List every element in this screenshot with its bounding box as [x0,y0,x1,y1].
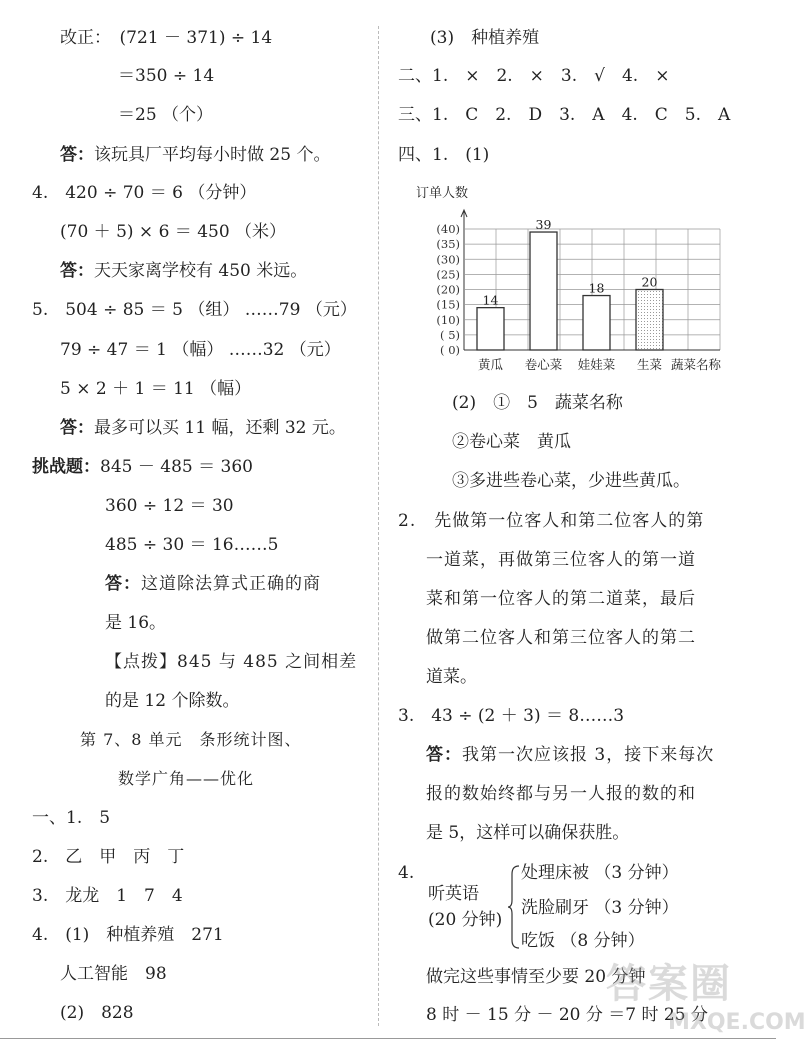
corrected-equation: 改正： (721 － 371) ÷ 14 [60,28,273,48]
chart-bar [583,296,610,350]
answer-text: 该玩具厂平均每小时做 25 个。 [94,145,331,165]
hint-text: 的是 12 个除数。 [105,691,240,711]
chart-y-tick-label: ( 0) [440,343,460,357]
answer-label: 答： [60,418,94,438]
bottom-rule [0,1038,776,1039]
answer-text: 这道除法算式正确的商 [141,574,321,594]
chart-y-tick-label: (25) [436,267,460,282]
chart-data-label: 14 [482,292,499,308]
chart-x-axis-label: 蔬菜名称 [670,357,722,372]
answer-label: 答： [105,574,141,594]
section-three: 三、1. C 2. D 3. A 4. C 5. A [398,105,731,125]
problem-2: 2. 先做第一位客人和第二位客人的第 [398,511,705,531]
problem-2-text: 道菜。 [426,667,477,687]
bar-chart [398,183,734,373]
schedule-main-duration: (20 分钟) [428,910,503,930]
problem-2-text: 菜和第一位客人的第二道菜，最后 [426,589,696,609]
problem-2-text: 一道菜，再做第三位客人的第一道 [426,550,696,570]
column-divider [378,26,379,1026]
chart-bar [477,308,504,350]
watermark-url: MXQE.COM [668,1010,806,1035]
chart-bars [477,217,721,372]
answer-part-2-item: ③多进些卷心菜，少进些黄瓜。 [452,471,690,491]
equation-step: 79 ÷ 47 ＝ 1 （幅） ……32 （元） [60,340,341,360]
answer-text: 报的数始终都与另一人报的数的和 [426,784,696,804]
answer-label: 答： [60,145,94,165]
equation-step: 5 × 2 ＋ 1 ＝ 11 （幅） [60,379,252,399]
problem-4-equation: 8 时 － 15 分 － 20 分 ＝7 时 25 分 [426,1005,708,1025]
answer-part-2-item: ②卷心菜 黄瓜 [452,432,571,452]
question-2: 2. 乙 甲 丙 丁 [32,847,185,867]
answer-text: 我第一次应该报 3，接下来每次 [462,745,715,765]
chart-y-tick-label: (30) [436,252,460,267]
chart-x-tick-label: 黄瓜 [477,357,504,372]
problem-4-number: 4. [398,863,415,883]
hint-text: 【点拨】845 与 485 之间相差 [105,652,358,672]
schedule-main-task: 听英语 [428,884,479,904]
chart-bar [530,232,557,350]
answer-label: 答： [60,261,94,281]
problem-4: 4. 420 ÷ 70 ＝ 6 （分钟） [32,183,257,203]
brace-icon [507,864,521,950]
answer-part-3: (3) 种植养殖 [430,28,540,48]
chart-y-tick-label: (20) [436,282,460,297]
chart-data-label: 39 [535,217,552,233]
problem-2-text: 做第二位客人和第三位客人的第二 [426,628,696,648]
chart-x-tick-label: 卷心菜 [524,357,563,372]
chart-data-label: 18 [588,280,605,296]
equation-step: (70 ＋ 5) × 6 ＝ 450 （米） [60,222,287,242]
watermark-logo: 答案圈 [606,961,732,1007]
challenge-equation: 845 － 485 ＝ 360 [100,457,253,477]
answer-text: 天天家离学校有 450 米远。 [94,261,308,281]
section-four: 四、1. (1) [398,145,490,165]
problem-4-result: 做完这些事情至少要 20 分钟 [426,967,646,987]
question-4-item: 人工智能 98 [60,964,167,984]
answer-text: 是 16。 [105,613,167,633]
section-one: 一、1. 5 [32,808,111,828]
question-4: 4. (1) 种植养殖 271 [32,925,224,945]
challenge-label: 挑战题： [32,457,100,477]
chart-x-tick-label: 生菜 [636,357,663,372]
unit-subtitle: 数学广角——优化 [118,769,255,788]
problem-5: 5. 504 ÷ 85 ＝ 5 （组） ……79 （元） [32,300,357,320]
equation-step: ＝25 （个） [118,105,214,125]
answer-text: 是 5，这样可以确保获胜。 [426,823,630,843]
question-4-part-2: (2) 828 [60,1003,134,1023]
answer-part-2: (2) ① 5 蔬菜名称 [452,393,623,413]
chart-y-tick-label: ( 5) [440,327,460,342]
equation-step: ＝350 ÷ 14 [118,66,215,86]
chart-y-tick-label: (35) [436,237,460,252]
equation-step: 485 ÷ 30 ＝ 16……5 [105,535,279,555]
chart-y-tick-label: (40) [436,222,460,236]
schedule-subtask: 洗脸刷牙 （3 分钟） [521,898,679,918]
chart-y-axis-label: 订单人数 [416,186,469,201]
chart-y-tick-label: (10) [436,312,460,327]
answer-text: 最多可以买 11 幅，还剩 32 元。 [94,418,346,438]
schedule-subtask: 吃饭 （8 分钟） [521,931,645,951]
question-3: 3. 龙龙 1 7 4 [32,886,183,906]
equation-step: 360 ÷ 12 ＝ 30 [105,496,234,516]
chart-bar [636,290,663,351]
problem-3: 3. 43 ÷ (2 ＋ 3) ＝ 8……3 [398,706,625,726]
answer-label: 答： [426,745,462,765]
chart-data-label: 20 [641,274,658,290]
chart-x-tick-label: 娃娃菜 [577,357,616,372]
schedule-subtask: 处理床被 （3 分钟） [521,863,679,883]
unit-title: 第 7、8 单元 条形统计图、 [80,730,302,749]
section-two: 二、1. × 2. × 3. √ 4. × [398,66,670,86]
chart-y-tick-label: (15) [436,297,460,312]
